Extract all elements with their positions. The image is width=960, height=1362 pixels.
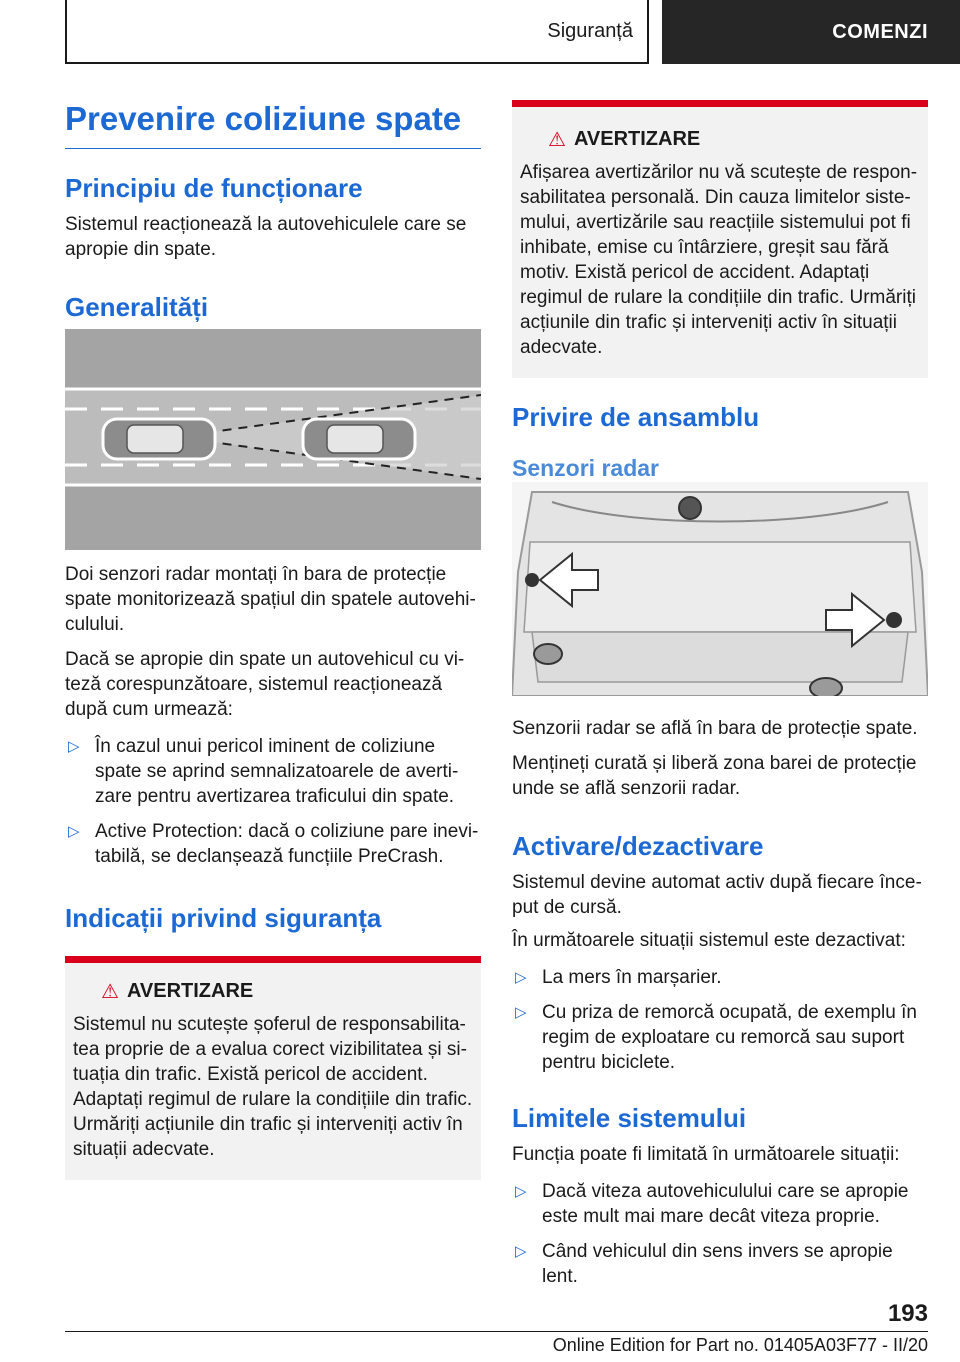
rear-car-icon: [103, 419, 215, 459]
warning-box-right: [512, 100, 928, 378]
front-car-icon: [303, 419, 415, 459]
traffic-illustration: [65, 329, 481, 550]
warning-title-row: [548, 127, 920, 152]
activation-text-1: Sistemul devine automat activ după fiecare început de cursă.: [512, 872, 922, 918]
general-heading: Generalități: [65, 292, 209, 322]
traffic-illustration-svg: [65, 329, 481, 550]
warning-title: AVERTIZARE: [126, 980, 254, 1002]
principle-text: Sistemul reacționează la autovehiculele care se apropie din spate.: [65, 214, 467, 260]
car-rear-svg: [512, 482, 928, 696]
header-chapter-tab: [662, 0, 960, 64]
limits-text: Funcția poate fi limitată în următoarele situații:: [512, 1144, 900, 1165]
activation-text-2: În următoarele situații sistemul este dezactivat:: [512, 930, 906, 951]
warning-triangle-icon: ⚠: [101, 981, 119, 1003]
warning-text: Afișarea avertizărilor nu vă scutește de responsabilitatea personală. Din cauza limitelor sistemului, avertizările sau reacțiile sistemului pot fi inhibate, emise cu întârziere, greșit sau fără motiv. Există pericol de accident. Adaptați regimul de rulare la condițiile din trafic. Urmăriți acțiunile din trafic și interveniți activ în situații adecvate.: [520, 162, 918, 358]
principle-heading: Principiu de funcționare: [65, 173, 363, 203]
warning-box-left: [65, 956, 481, 1180]
list-item: ▷ La mers în marșarier.: [515, 967, 722, 988]
activation-list: [512, 965, 928, 1075]
page-title: Prevenire coliziune spate: [65, 100, 481, 149]
radar-text-1: Senzorii radar se află în bara de protecție spate.: [512, 718, 918, 739]
list-item: ▷ Când vehiculul din sens invers se apropie lent.: [515, 1241, 893, 1287]
radar-text-2: Mențineți curată și liberă zona barei de protecție unde se află senzorii radar.: [512, 753, 917, 799]
limits-heading: Limitele sistemului: [512, 1103, 747, 1133]
footer-edition: Online Edition for Part no. 01405A03F77 - II/20: [552, 1335, 928, 1355]
reaction-list: [65, 734, 481, 869]
list-item: ▷ Active Protection: dacă o coliziune pare inevitabilă, se declanșează funcțiile PreCrash.: [68, 821, 479, 867]
warning-triangle-icon: ⚠: [548, 129, 566, 151]
car-rear-illustration: [512, 482, 928, 696]
overview-heading: Privire de ansamblu: [512, 402, 760, 432]
triangle-right-icon: ▷: [68, 823, 80, 840]
triangle-right-icon: ▷: [515, 1183, 527, 1200]
left-column: [65, 100, 481, 323]
limits-list: [512, 1179, 928, 1289]
header-section-label: Siguranță: [547, 19, 633, 42]
page-number: 193: [887, 1300, 928, 1327]
header-chapter-label: COMENZI: [832, 20, 928, 43]
footer-divider: [65, 1331, 928, 1332]
left-column-lower: [65, 562, 481, 1180]
triangle-right-icon: ▷: [68, 738, 80, 755]
right-column-lower: [512, 716, 928, 1289]
triangle-right-icon: ▷: [515, 969, 527, 986]
safety-heading: Indicații privind siguranța: [65, 903, 382, 933]
warning-title-row: [101, 979, 473, 1004]
general-paragraph-2: Dacă se apropie din spate un autovehicul cu viteză corespunzătoare, sistemul reacționează după cum urmează:: [65, 649, 465, 720]
header-section-tab: [65, 0, 649, 64]
warning-text: Sistemul nu scutește șoferul de responsabilitatea proprie de a evalua corect vizibilitatea și situația din trafic. Există pericol de accident. Adaptați regimul de rulare la condițiile din trafic. Urmăriți acțiunile din trafic și interveniți activ în situații adecvate.: [73, 1014, 473, 1160]
triangle-right-icon: ▷: [515, 1004, 527, 1021]
activation-heading: Activare/dezactivare: [512, 831, 764, 861]
right-column: [512, 100, 928, 482]
list-item: ▷ În cazul unui pericol iminent de coliziune spate se aprind semnalizatoarele de avertizare pentru avertizarea traficului din spate.: [68, 736, 459, 807]
triangle-right-icon: ▷: [515, 1243, 527, 1260]
list-item: ▷ Cu priza de remorcă ocupată, de exemplu în regim de exploatare cu remorcă sau suport pentru biciclete.: [515, 1002, 917, 1073]
radar-heading: Senzori radar: [512, 455, 659, 481]
list-item: ▷ Dacă viteza autovehiculului care se apropie este mult mai mare decât viteza proprie.: [515, 1181, 909, 1227]
general-paragraph-1: Doi senzori radar montați în bara de protecție spate monitorizează spațiul din spatele autovehiculului.: [65, 564, 476, 635]
warning-title: AVERTIZARE: [573, 128, 701, 150]
